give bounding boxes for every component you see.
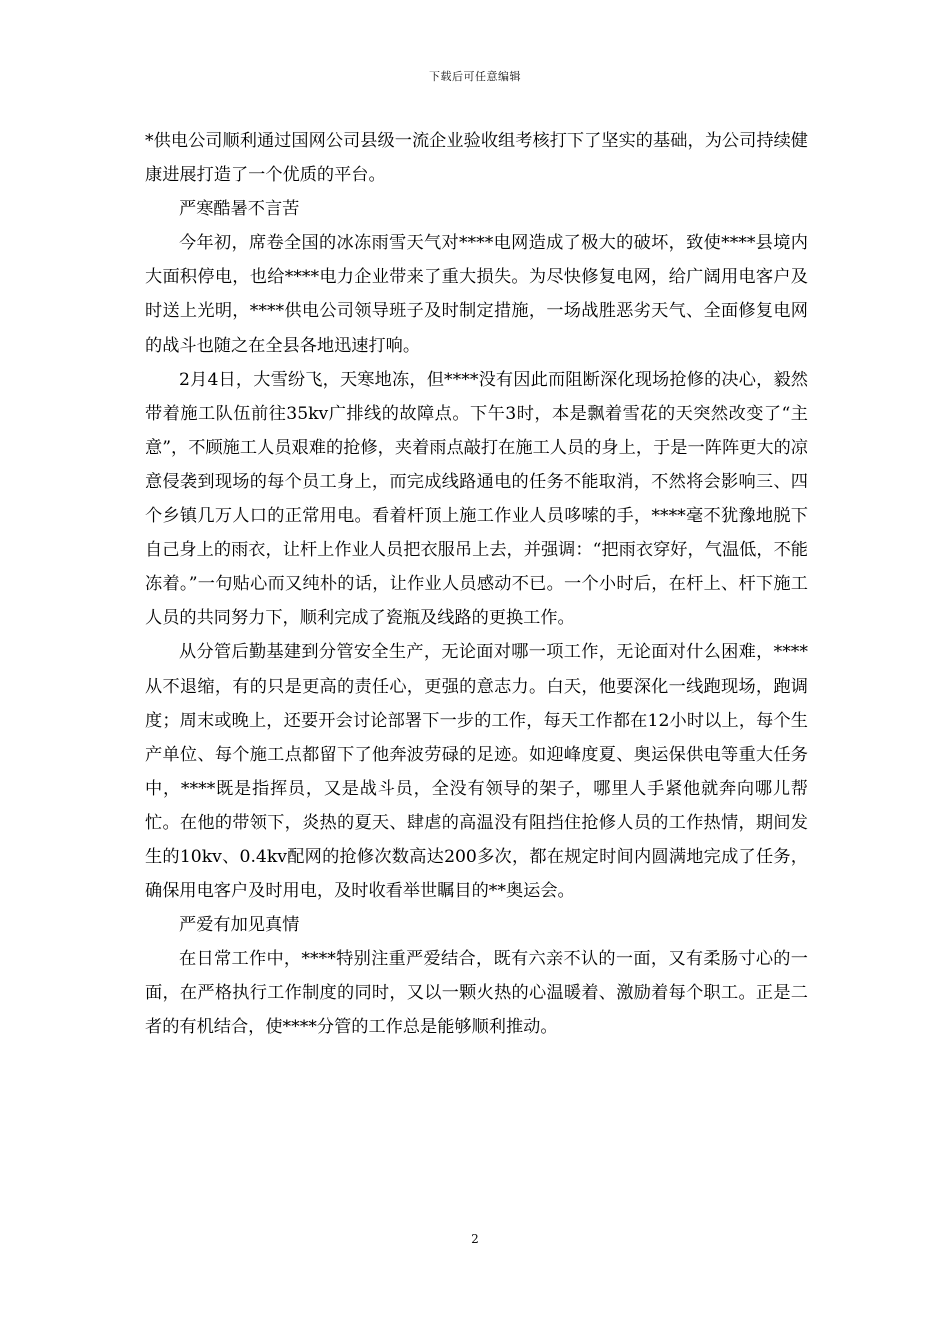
header-note: 下载后可任意编辑 — [429, 70, 521, 83]
paragraph-continuation: *供电公司顺利通过国网公司县级一流企业验收组考核打下了坚实的基础，为公司持续健康进展打造了一个优质的平台。 — [145, 131, 808, 186]
section-heading-hardship: 严寒酷暑不言苦 — [179, 199, 300, 220]
paragraph-daily-work: 在日常工作中，****特别注重严爱结合，既有六亲不认的一面，又有柔肠寸心的一面，在严格执行工作制度的同时，又以一颗火热的心温暖着、激励着每个职工。正是二者的有机结合，使****分管的工作总是能够顺利推动。 — [145, 949, 808, 1038]
paragraph-ice-storm: 今年初，席卷全国的冰冻雨雪天气对****电网造成了极大的破坏，致使****县境内大面积停电，也给****电力企业带来了重大损失。为尽快修复电网，给广阔用电客户及时送上光明，****供电公司领导班子及时制定措施，一场战胜恶劣天气、全面修复电网的战斗也随之在全县各地迅速打响。 — [145, 233, 808, 356]
paragraph-safety-work: 从分管后勤基建到分管安全生产，无论面对哪一项工作，无论面对什么困难，****从不退缩，有的只是更高的责任心，更强的意志力。白天，他要深化一线跑现场，跑调度；周末或晚上，还要开会讨论部署下一步的工作，每天工作都在12小时以上，每个生产单位、每个施工点都留下了他奔波劳碌的足迹。如迎峰度夏、奥运保供电等重大任务中，****既是指挥员，又是战斗员，全没有领导的架子，哪里人手紧他就奔向哪儿帮忙。在他的带领下，炎热的夏天、肆虐的高温没有阻挡住抢修人员的工作热情，期间发生的10kv、0.4kv配网的抢修次数高达200多次，都在规定时间内圆满地完成了任务，确保用电客户及时用电，及时收看举世瞩目的**奥运会。 — [145, 642, 808, 902]
page-number: 2 — [471, 1232, 479, 1246]
body-text — [145, 124, 808, 1045]
section-heading-care: 严爱有加见真情 — [179, 915, 300, 936]
paragraph-feb-4-repair: 2月4日，大雪纷飞，天寒地冻，但****没有因此而阻断深化现场抢修的决心，毅然带着施工队伍前往35kv广排线的故障点。下午3时，本是飘着雪花的天突然改变了“主意”，不顾施工人员艰难的抢修，夹着雨点敲打在施工人员的身上，于是一阵阵更大的凉意侵袭到现场的每个员工身上，而完成线路通电的任务不能取消，不然将会影响三、四个乡镇几万人口的正常用电。看着杆顶上施工作业人员哆嗦的手，****毫不犹豫地脱下自己身上的雨衣，让杆上作业人员把衣服吊上去，并强调：“把雨衣穿好，气温低，不能冻着。”一句贴心而又纯朴的话，让作业人员感动不已。一个小时后，在杆上、杆下施工人员的共同努力下，顺利完成了瓷瓶及线路的更换工作。 — [145, 369, 808, 629]
